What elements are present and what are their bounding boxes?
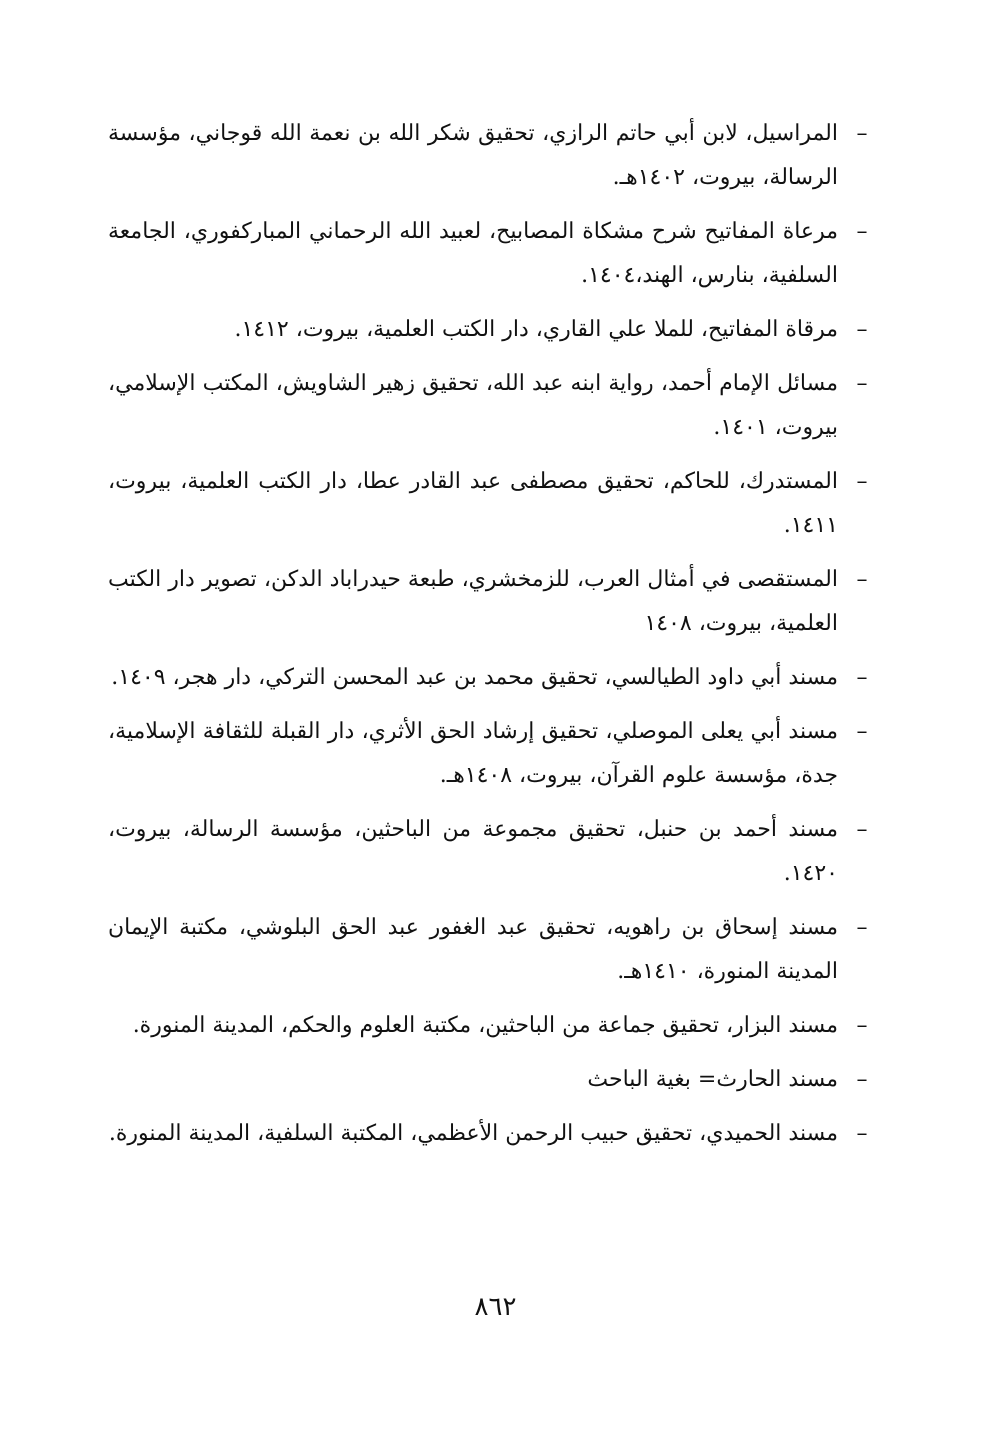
entry-text: مرقاة المفاتيح، للملا علي القاري، دار الكتب العلمية، بيروت، ١٤١٢. bbox=[234, 317, 838, 342]
bibliography-list bbox=[108, 112, 886, 1166]
list-item bbox=[108, 1004, 886, 1048]
page-number: ٨٦٢ bbox=[474, 1292, 517, 1322]
list-bullet: – bbox=[856, 1067, 868, 1092]
entry-text: المستقصى في أمثال العرب، للزمخشري، طبعة حيدراباد الدكن، تصوير دار الكتب العلمية، بيروت، ١٤٠٨ bbox=[108, 567, 838, 636]
list-item bbox=[108, 808, 886, 896]
list-bullet: – bbox=[856, 371, 868, 396]
list-bullet: – bbox=[856, 665, 868, 690]
list-bullet: – bbox=[856, 915, 868, 940]
list-bullet: – bbox=[856, 317, 868, 342]
list-item bbox=[108, 1112, 886, 1156]
list-bullet: – bbox=[856, 219, 868, 244]
list-item bbox=[108, 362, 886, 450]
list-bullet: – bbox=[856, 121, 868, 146]
list-item bbox=[108, 906, 886, 994]
list-item bbox=[108, 656, 886, 700]
list-item bbox=[108, 1058, 886, 1102]
entry-text: مسائل الإمام أحمد، رواية ابنه عبد الله، تحقيق زهير الشاويش، المكتب الإسلامي، بيروت، ١٤٠١. bbox=[108, 371, 838, 440]
list-bullet: – bbox=[856, 1121, 868, 1146]
list-item bbox=[108, 308, 886, 352]
entry-text: المراسيل، لابن أبي حاتم الرازي، تحقيق شكر الله بن نعمة الله قوجاني، مؤسسة الرسالة، بيروت، ١٤٠٢هـ. bbox=[108, 121, 838, 190]
list-item bbox=[108, 210, 886, 298]
entry-text: مسند الحميدي، تحقيق حبيب الرحمن الأعظمي، المكتبة السلفية، المدينة المنورة. bbox=[108, 1121, 838, 1146]
list-item bbox=[108, 460, 886, 548]
entry-text: مسند أبي يعلى الموصلي، تحقيق إرشاد الحق الأثري، دار القبلة للثقافة الإسلامية، جدة، مؤسسة علوم القرآن، بيروت، ١٤٠٨هـ. bbox=[108, 719, 838, 788]
list-item bbox=[108, 710, 886, 798]
list-bullet: – bbox=[856, 817, 868, 842]
entry-text: مسند الحارث= بغية الباحث bbox=[587, 1067, 838, 1092]
entry-text: مسند أبي داود الطيالسي، تحقيق محمد بن عبد المحسن التركي، دار هجر، ١٤٠٩. bbox=[111, 665, 838, 690]
entry-text: مسند البزار، تحقيق جماعة من الباحثين، مكتبة العلوم والحكم، المدينة المنورة. bbox=[132, 1013, 838, 1038]
list-bullet: – bbox=[856, 1013, 868, 1038]
list-item bbox=[108, 112, 886, 200]
entry-text: مسند أحمد بن حنبل، تحقيق مجموعة من الباحثين، مؤسسة الرسالة، بيروت، ١٤٢٠. bbox=[108, 817, 838, 886]
entry-text: المستدرك، للحاكم، تحقيق مصطفى عبد القادر عطا، دار الكتب العلمية، بيروت، ١٤١١. bbox=[108, 469, 838, 538]
entry-text: مرعاة المفاتيح شرح مشكاة المصابيح، لعبيد الله الرحماني المباركفوري، الجامعة السلفية، بنارس، الهند،١٤٠٤. bbox=[108, 219, 838, 288]
list-item bbox=[108, 558, 886, 646]
list-bullet: – bbox=[856, 719, 868, 744]
entry-text: مسند إسحاق بن راهويه، تحقيق عبد الغفور عبد الحق البلوشي، مكتبة الإيمان المدينة المنورة، ١٤١٠هـ. bbox=[108, 915, 838, 984]
list-bullet: – bbox=[856, 469, 868, 494]
list-bullet: – bbox=[856, 567, 868, 592]
